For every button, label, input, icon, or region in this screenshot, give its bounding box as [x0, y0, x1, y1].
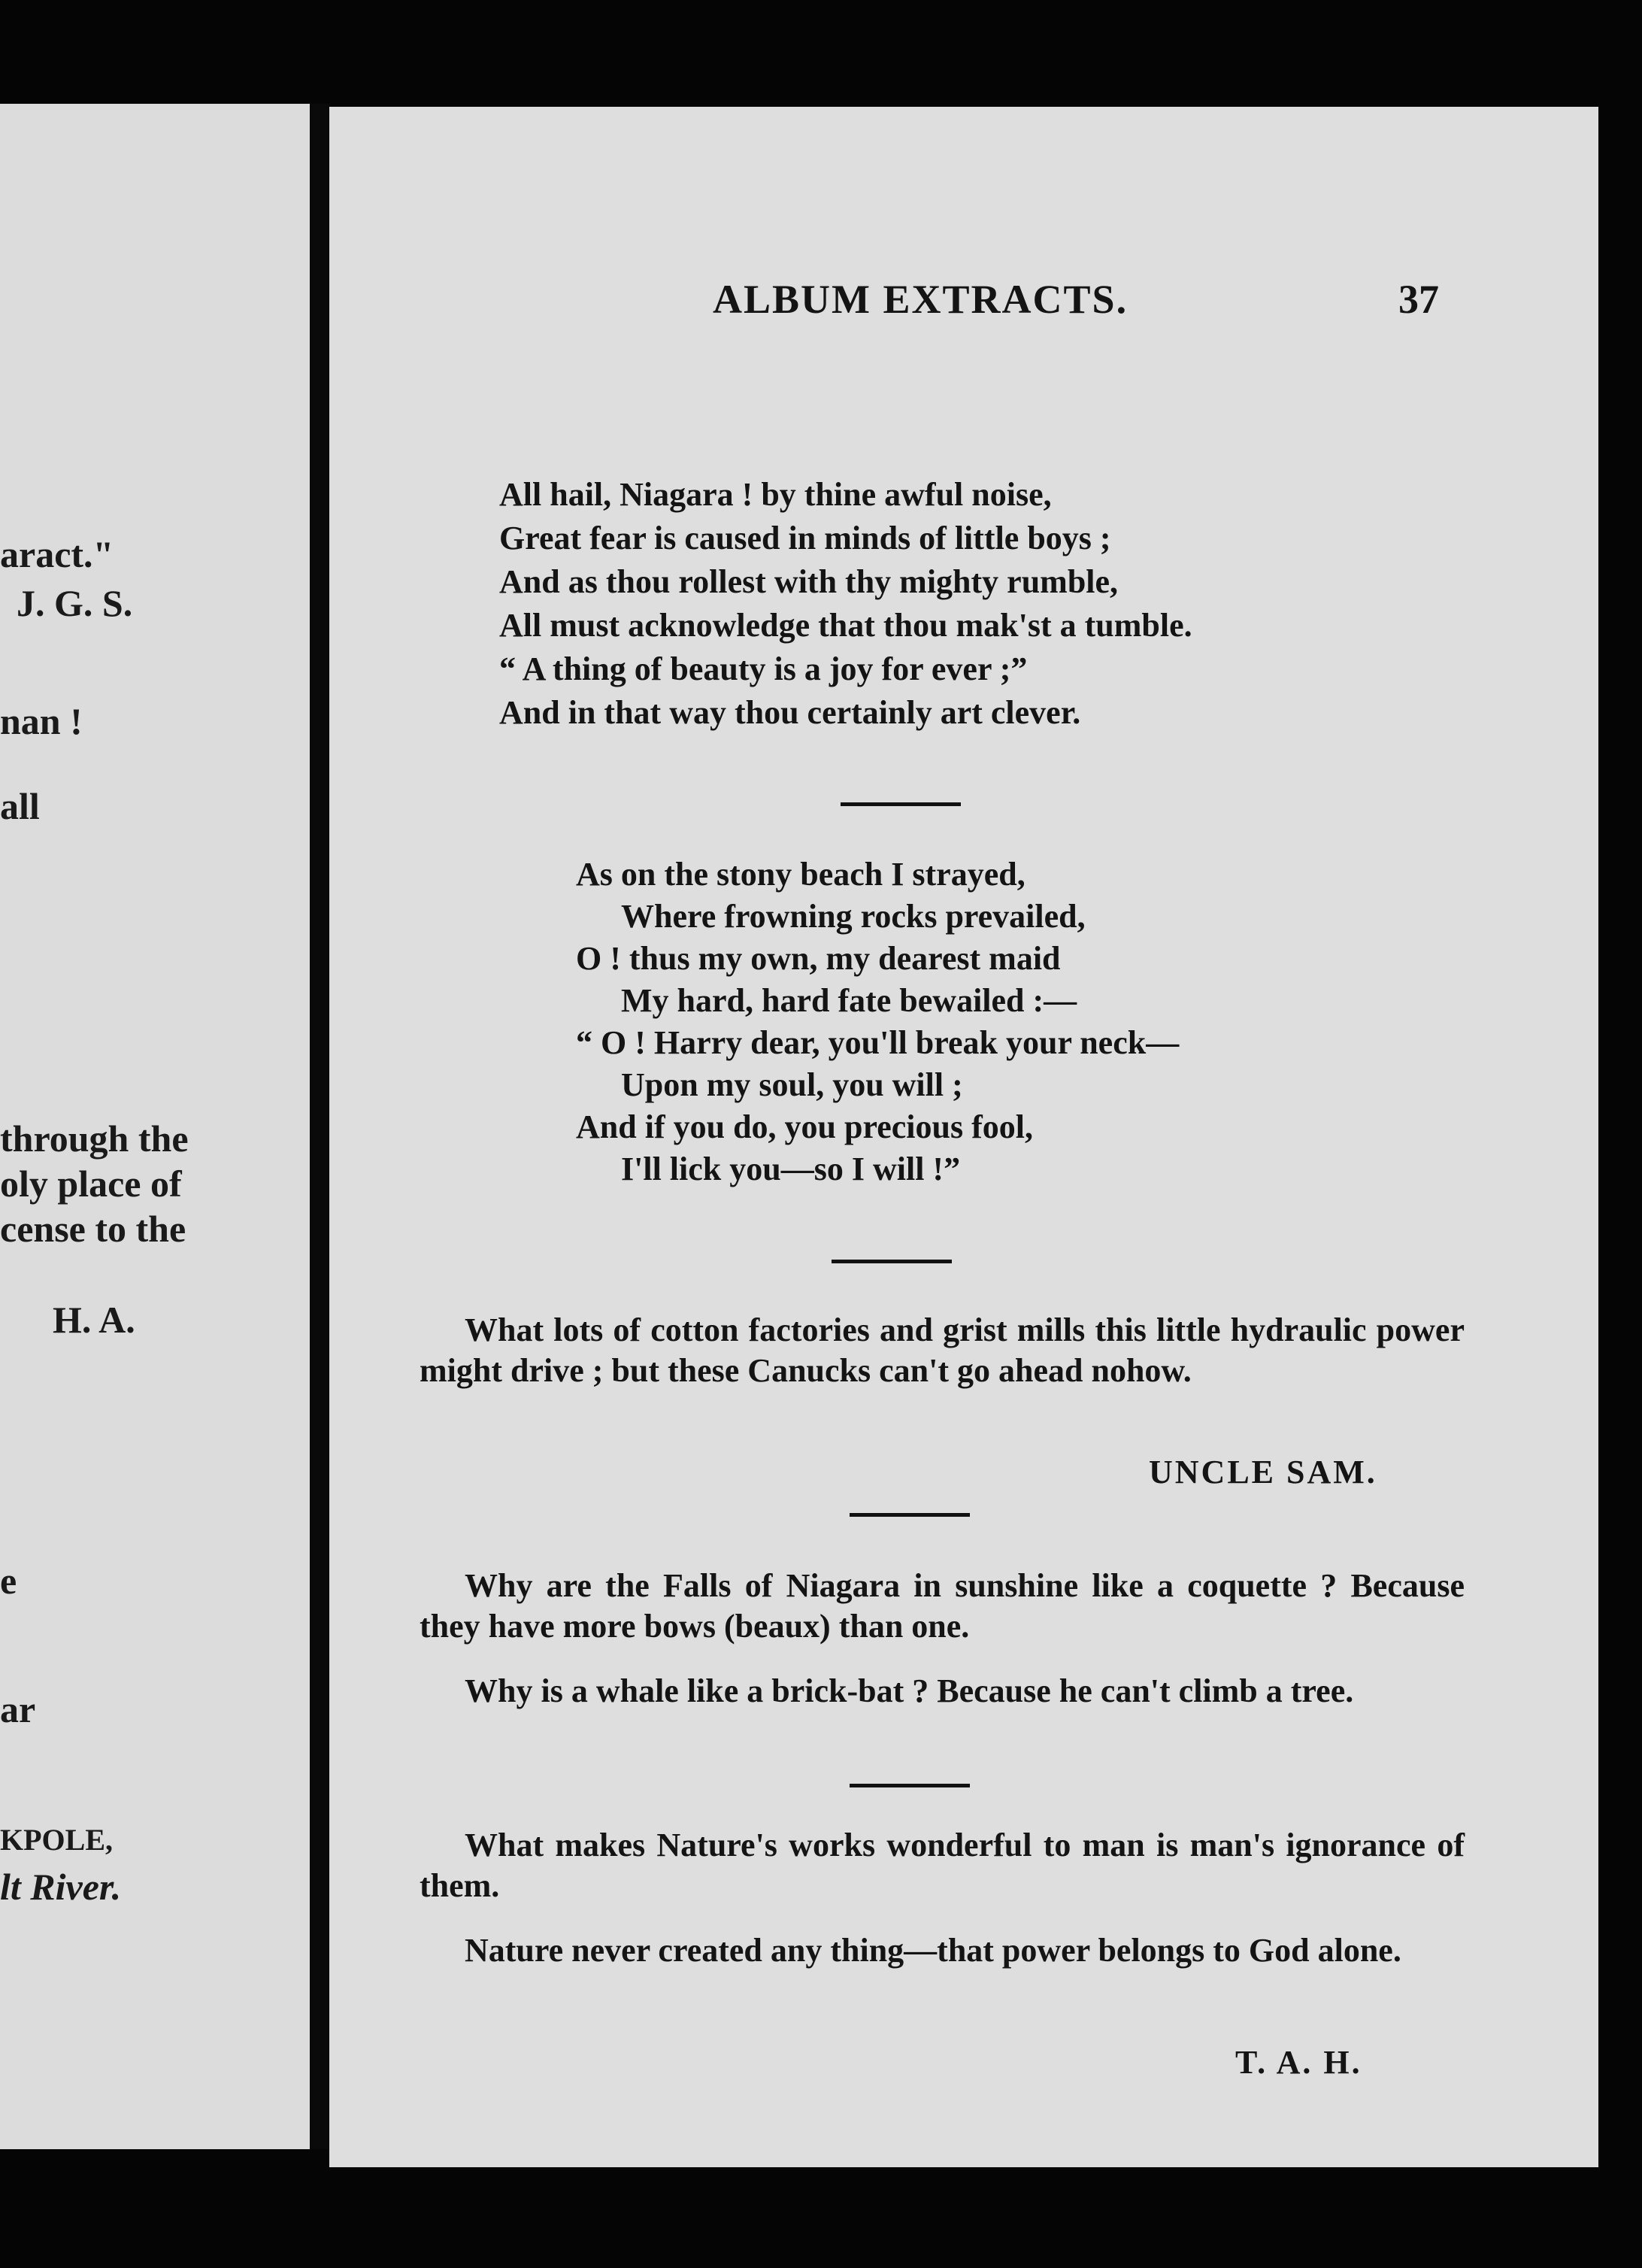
verse-line: As on the stony beach I strayed,: [576, 856, 1025, 893]
left-fragment: KPOLE,: [0, 1823, 114, 1857]
left-fragment: through the: [0, 1117, 189, 1160]
left-fragment: all: [0, 785, 40, 827]
verse-line: Great fear is caused in minds of little boys ;: [499, 520, 1111, 556]
paragraph-riddle-whale: Why is a whale like a brick-bat ? Because he can't climb a tree.: [465, 1672, 1354, 1709]
left-fragment: cense to the: [0, 1208, 186, 1250]
running-title: ALBUM EXTRACTS.: [713, 277, 1128, 322]
left-fragment: nan !: [0, 700, 83, 742]
verse-line: My hard, hard fate bewailed :—: [621, 982, 1077, 1019]
section-rule: [850, 1513, 970, 1517]
page-gutter: [310, 104, 329, 2149]
poem-harry: [576, 855, 1179, 1189]
verse-line: Upon my soul, you will ;: [621, 1066, 963, 1103]
verse-line: Where frowning rocks prevailed,: [621, 898, 1086, 935]
verse-line: All must acknowledge that thou mak'st a tumble.: [499, 607, 1192, 644]
paragraph-riddle-coquette: Why are the Falls of Niagara in sunshine like a coquette ? Because they have more bows (beaux) than one.: [420, 1567, 1465, 1645]
left-fragment: J. G. S.: [17, 582, 133, 624]
left-fragment: aract.": [0, 533, 114, 575]
signature-uncle-sam: UNCLE SAM.: [1149, 1454, 1377, 1490]
left-fragment: ar: [0, 1688, 36, 1730]
page-header: [329, 276, 1598, 336]
left-fragment: oly place of: [0, 1163, 182, 1205]
paragraph-nature-ignorance: What makes Nature's works wonderful to man is man's ignorance of them.: [420, 1827, 1465, 1904]
left-page: [0, 104, 310, 2149]
section-rule: [841, 802, 961, 806]
paragraph-cotton: What lots of cotton factories and grist mills this little hydraulic power might drive ; but these Canucks can't go ahead nohow.: [420, 1311, 1465, 1389]
poem-niagara: [499, 475, 1192, 732]
verse-line: O ! thus my own, my dearest maid: [576, 940, 1061, 977]
verse-line: And as thou rollest with thy mighty rumble,: [499, 563, 1119, 600]
verse-line: And in that way thou certainly art clever.: [499, 694, 1081, 731]
section-rule: [832, 1260, 952, 1263]
verse-line: “ A thing of beauty is a joy for ever ;”: [499, 650, 1028, 687]
right-page: [329, 107, 1598, 2167]
verse-line: “ O ! Harry dear, you'll break your neck—: [576, 1024, 1180, 1061]
verse-line: And if you do, you precious fool,: [576, 1108, 1033, 1145]
left-fragment: lt River.: [0, 1866, 122, 1908]
signature-tah: T. A. H.: [1235, 2044, 1362, 2081]
verse-line: I'll lick you—so I will !”: [621, 1151, 961, 1187]
left-fragment: H. A.: [53, 1299, 135, 1341]
section-rule: [850, 1784, 970, 1787]
paragraph-nature-creation: Nature never created any thing—that power belongs to God alone.: [465, 1932, 1401, 1969]
verse-line: All hail, Niagara ! by thine awful noise,: [499, 476, 1052, 513]
left-fragment: e: [0, 1560, 17, 1602]
page-number: 37: [1398, 277, 1439, 322]
